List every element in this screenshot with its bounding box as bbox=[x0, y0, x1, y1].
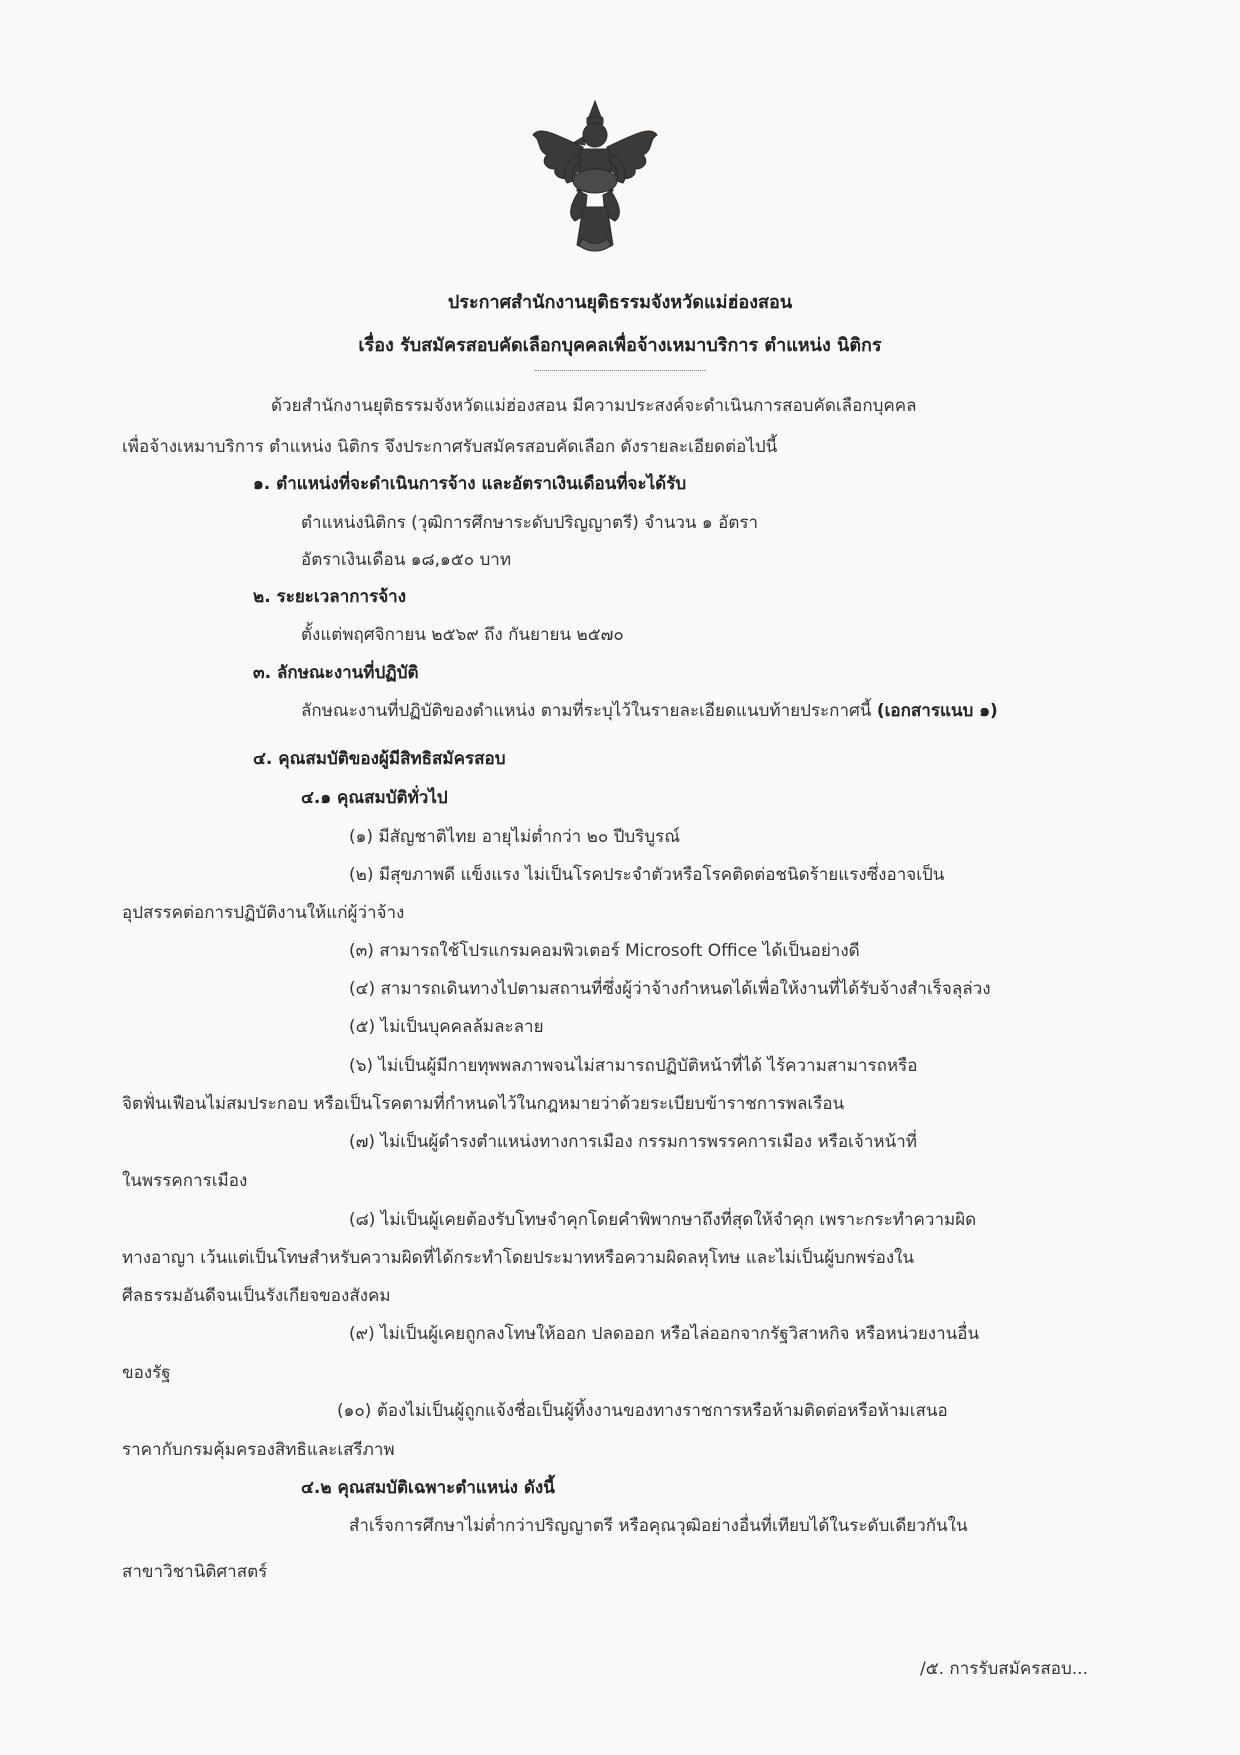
announcement-title: ประกาศสำนักงานยุติธรรมจังหวัดแม่ฮ่องสอน bbox=[447, 292, 793, 313]
qualification-10-line-2: ราคากับกรมคุ้มครองสิทธิและเสรีภาพ bbox=[122, 1440, 395, 1460]
section-2-period: ตั้งแต่พฤศจิกายน ๒๕๖๙ ถึง กันยายน ๒๕๗๐ bbox=[301, 625, 624, 645]
section-2-heading: ๒. ระยะเวลาการจ้าง bbox=[253, 587, 407, 607]
section-4-heading: ๔. คุณสมบัติของผู้มีสิทธิสมัครสอบ bbox=[253, 749, 506, 769]
qualification-8-line-3: ศีลธรรมอันดีจนเป็นรังเกียจของสังคม bbox=[122, 1286, 391, 1306]
qualification-6-line-1: (๖) ไม่เป็นผู้มีกายทุพพลภาพจนไม่สามารถปฏิบัติหน้าที่ได้ ไร้ความสามารถหรือ bbox=[349, 1056, 918, 1076]
qualification-4: (๔) สามารถเดินทางไปตามสถานที่ซึ่งผู้ว่าจ้างกำหนดได้เพื่อให้งานที่ได้รับจ้างสำเร็จลุล่วง bbox=[349, 979, 991, 999]
announcement-subject: เรื่อง รับสมัครสอบคัดเลือกบุคคลเพื่อจ้างเหมาบริการ ตำแหน่ง นิติกร bbox=[358, 335, 882, 356]
specific-qualification-line-2: สาขาวิชานิติศาสตร์ bbox=[122, 1562, 268, 1582]
qualification-1: (๑) มีสัญชาติไทย อายุไม่ต่ำกว่า ๒๐ ปีบริบูรณ์ bbox=[349, 827, 681, 847]
title-divider bbox=[535, 370, 705, 371]
page-continuation: /๕. การรับสมัครสอบ... bbox=[920, 1659, 1088, 1679]
section-3-text: ลักษณะงานที่ปฏิบัติของตำแหน่ง ตามที่ระบุไว้ในรายละเอียดแนบท้ายประกาศนี้ bbox=[301, 701, 872, 721]
qualification-3: (๓) สามารถใช้โปรแกรมคอมพิวเตอร์ Microsoft Office ได้เป็นอย่างดี bbox=[349, 941, 860, 961]
section-3-description bbox=[301, 697, 998, 724]
section-1-heading: ๑. ตำแหน่งที่จะดำเนินการจ้าง และอัตราเงินเดือนที่จะได้รับ bbox=[253, 474, 687, 494]
qualification-8-line-1: (๘) ไม่เป็นผู้เคยต้องรับโทษจำคุกโดยคำพิพากษาถึงที่สุดให้จำคุก เพราะกระทำความผิด bbox=[349, 1210, 977, 1230]
qualification-2-line-1: (๒) มีสุขภาพดี แข็งแรง ไม่เป็นโรคประจำตัวหรือโรคติดต่อชนิดร้ายแรงซึ่งอาจเป็น bbox=[349, 865, 945, 885]
qualification-6-line-2: จิตฟั่นเฟือนไม่สมประกอบ หรือเป็นโรคตามที่กำหนดไว้ในกฎหมายว่าด้วยระเบียบข้าราชการพลเรือน bbox=[122, 1094, 845, 1114]
section-4-2-heading: ๔.๒ คุณสมบัติเฉพาะตำแหน่ง ดังนี้ bbox=[301, 1478, 555, 1498]
section-1-position: ตำแหน่งนิติกร (วุฒิการศึกษาระดับปริญญาตรี) จำนวน ๑ อัตรา bbox=[301, 513, 759, 533]
section-1-salary: อัตราเงินเดือน ๑๘,๑๕๐ บาท bbox=[301, 550, 512, 570]
qualification-10-line-1: (๑๐) ต้องไม่เป็นผู้ถูกแจ้งชื่อเป็นผู้ทิ้งงานของทางราชการหรือห้ามติดต่อหรือห้ามเสนอ bbox=[337, 1401, 948, 1421]
qualification-9-line-1: (๙) ไม่เป็นผู้เคยถูกลงโทษให้ออก ปลดออก หรือไล่ออกจากรัฐวิสาหกิจ หรือหน่วยงานอื่น bbox=[349, 1324, 980, 1344]
intro-line-1: ด้วยสำนักงานยุติธรรมจังหวัดแม่ฮ่องสอน มีความประสงค์จะดำเนินการสอบคัดเลือกบุคคล bbox=[271, 396, 917, 416]
qualification-7-line-2: ในพรรคการเมือง bbox=[122, 1171, 248, 1191]
attachment-reference: (เอกสารแนบ ๑) bbox=[876, 701, 998, 721]
section-3-heading: ๓. ลักษณะงานที่ปฏิบัติ bbox=[253, 663, 419, 683]
garuda-emblem-icon bbox=[527, 95, 663, 255]
section-4-1-heading: ๔.๑ คุณสมบัติทั่วไป bbox=[301, 788, 448, 808]
qualification-8-line-2: ทางอาญา เว้นแต่เป็นโทษสำหรับความผิดที่ได้กระทำโดยประมาทหรือความผิดลหุโทษ และไม่เป็นผู้บกพร่องใน bbox=[122, 1248, 915, 1268]
intro-line-2: เพื่อจ้างเหมาบริการ ตำแหน่ง นิติกร จึงประกาศรับสมัครสอบคัดเลือก ดังรายละเอียดต่อไปนี้ bbox=[122, 437, 778, 457]
specific-qualification-line-1: สำเร็จการศึกษาไม่ต่ำกว่าปริญญาตรี หรือคุณวุฒิอย่างอื่นที่เทียบได้ในระดับเดียวกันใน bbox=[349, 1516, 968, 1536]
qualification-2-line-2: อุปสรรคต่อการปฏิบัติงานให้แก่ผู้ว่าจ้าง bbox=[122, 903, 405, 923]
qualification-7-line-1: (๗) ไม่เป็นผู้ดำรงตำแหน่งทางการเมือง กรรมการพรรคการเมือง หรือเจ้าหน้าที่ bbox=[349, 1132, 917, 1152]
qualification-5: (๕) ไม่เป็นบุคคลล้มละลาย bbox=[349, 1017, 544, 1037]
qualification-9-line-2: ของรัฐ bbox=[122, 1363, 171, 1383]
